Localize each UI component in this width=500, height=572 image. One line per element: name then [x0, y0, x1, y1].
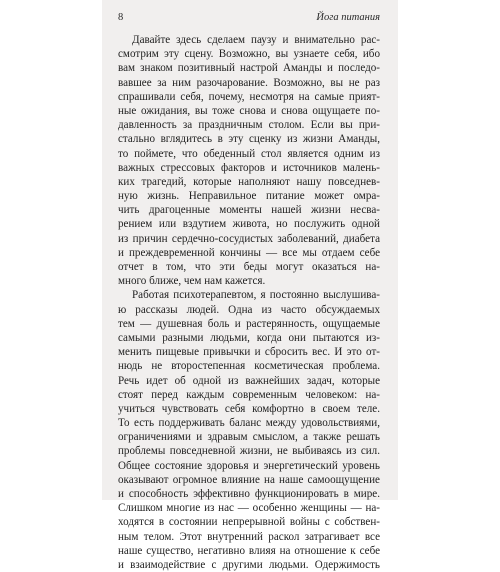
text-line: ным телом. Этот внутренний раскол затрагивает все: [118, 530, 380, 543]
text-line: и способность эффективно функционировать в мире.: [118, 488, 380, 500]
text-line: из причин сердечно-сосудистых заболеваний, диабета: [118, 232, 380, 245]
page-header: [118, 12, 380, 28]
paragraph: [118, 288, 380, 572]
text-line: Общее состояние здоровья и энергетический уровень: [118, 459, 380, 472]
text-line: и преждевременной кончины — все мы отдаем себе: [118, 246, 380, 259]
text-line: важных стрессовых факторов и источников малень-: [118, 161, 380, 174]
text-line: То есть поддерживать баланс между удовольствиями,: [118, 417, 380, 430]
text-line: ную жизнь. Неправильное питание может омра-: [118, 190, 380, 203]
text-line: стоят перед каждым современным человеком: на-: [118, 388, 380, 401]
text-line: и взаимодействие с другими людьми. Одержимость: [118, 558, 380, 571]
book-page: [102, 0, 398, 571]
text-line: вавшее за ним разочарование. Возможно, вы не раз: [118, 76, 380, 89]
text-line: то поймете, что обеденный стол является одним из: [118, 147, 380, 160]
page-number: 8: [118, 12, 124, 23]
text-line: спрашивали себя, почему, несмотря на самые прият-: [118, 90, 380, 103]
text-line: ограничениями и здравым смыслом, а также решать: [118, 431, 380, 444]
text-line: менить пищевые привычки и сбросить вес. И это от-: [118, 346, 380, 359]
text-line: Работая психотерапевтом, я постоянно выслушива-: [132, 289, 380, 302]
text-line: учиться чувствовать себя комфортно в своем теле.: [118, 402, 380, 415]
text-line: оказывают огромное влияние на наше самоощущение: [118, 473, 380, 486]
text-line: чить драгоценные моменты нашей жизни несва-: [118, 204, 380, 217]
body-text: [118, 33, 380, 572]
running-title: Йога питания: [316, 12, 380, 23]
text-line: смотрим эту сцену. Возможно, вы узнаете себя, ибо: [118, 48, 380, 61]
text-line: Давайте здесь сделаем паузу и внимательно рас-: [132, 34, 380, 46]
text-line: наше существо, негативно влияя на отношение к себе: [118, 544, 380, 557]
text-line: много ближе, чем нам кажется.: [118, 275, 266, 288]
text-line: стально вглядитесь в эту сценку из жизни Аманды,: [118, 133, 380, 146]
text-line: тем — душевная боль и растерянность, ощущаемые: [118, 317, 380, 330]
text-line: вам знаком позитивный настрой Аманды и последо-: [118, 62, 380, 75]
text-line: Слишком многие из нас — особенно женщины — на-: [118, 502, 380, 515]
paragraph: [118, 33, 380, 288]
text-line: самыми разными людьми, когда они пытаются из-: [118, 331, 380, 344]
text-line: Речь идет об одной из важнейших задач, которые: [118, 374, 380, 387]
text-line: ких трагедий, которые наполняют нашу повседнев-: [118, 175, 380, 188]
text-line: нюдь не второстепенная косметическая проблема.: [118, 360, 380, 373]
text-line: отчет в том, что эти беды могут оказаться на-: [118, 261, 380, 273]
text-line: ходятся в состоянии непрерывной войны с собствен-: [118, 516, 380, 529]
text-line: ные ожидания, вы тоже снова и снова ощущаете по-: [118, 104, 380, 117]
text-line: проблемы повседневной жизни, не выбиваясь из сил.: [118, 445, 380, 458]
text-line: ю рассказы людей. Одна из часто обсуждаемых: [118, 303, 380, 316]
text-line: рением или вздутием живота, но послужить одной: [118, 218, 380, 231]
text-line: давленность за праздничным столом. Если вы при-: [118, 119, 380, 132]
